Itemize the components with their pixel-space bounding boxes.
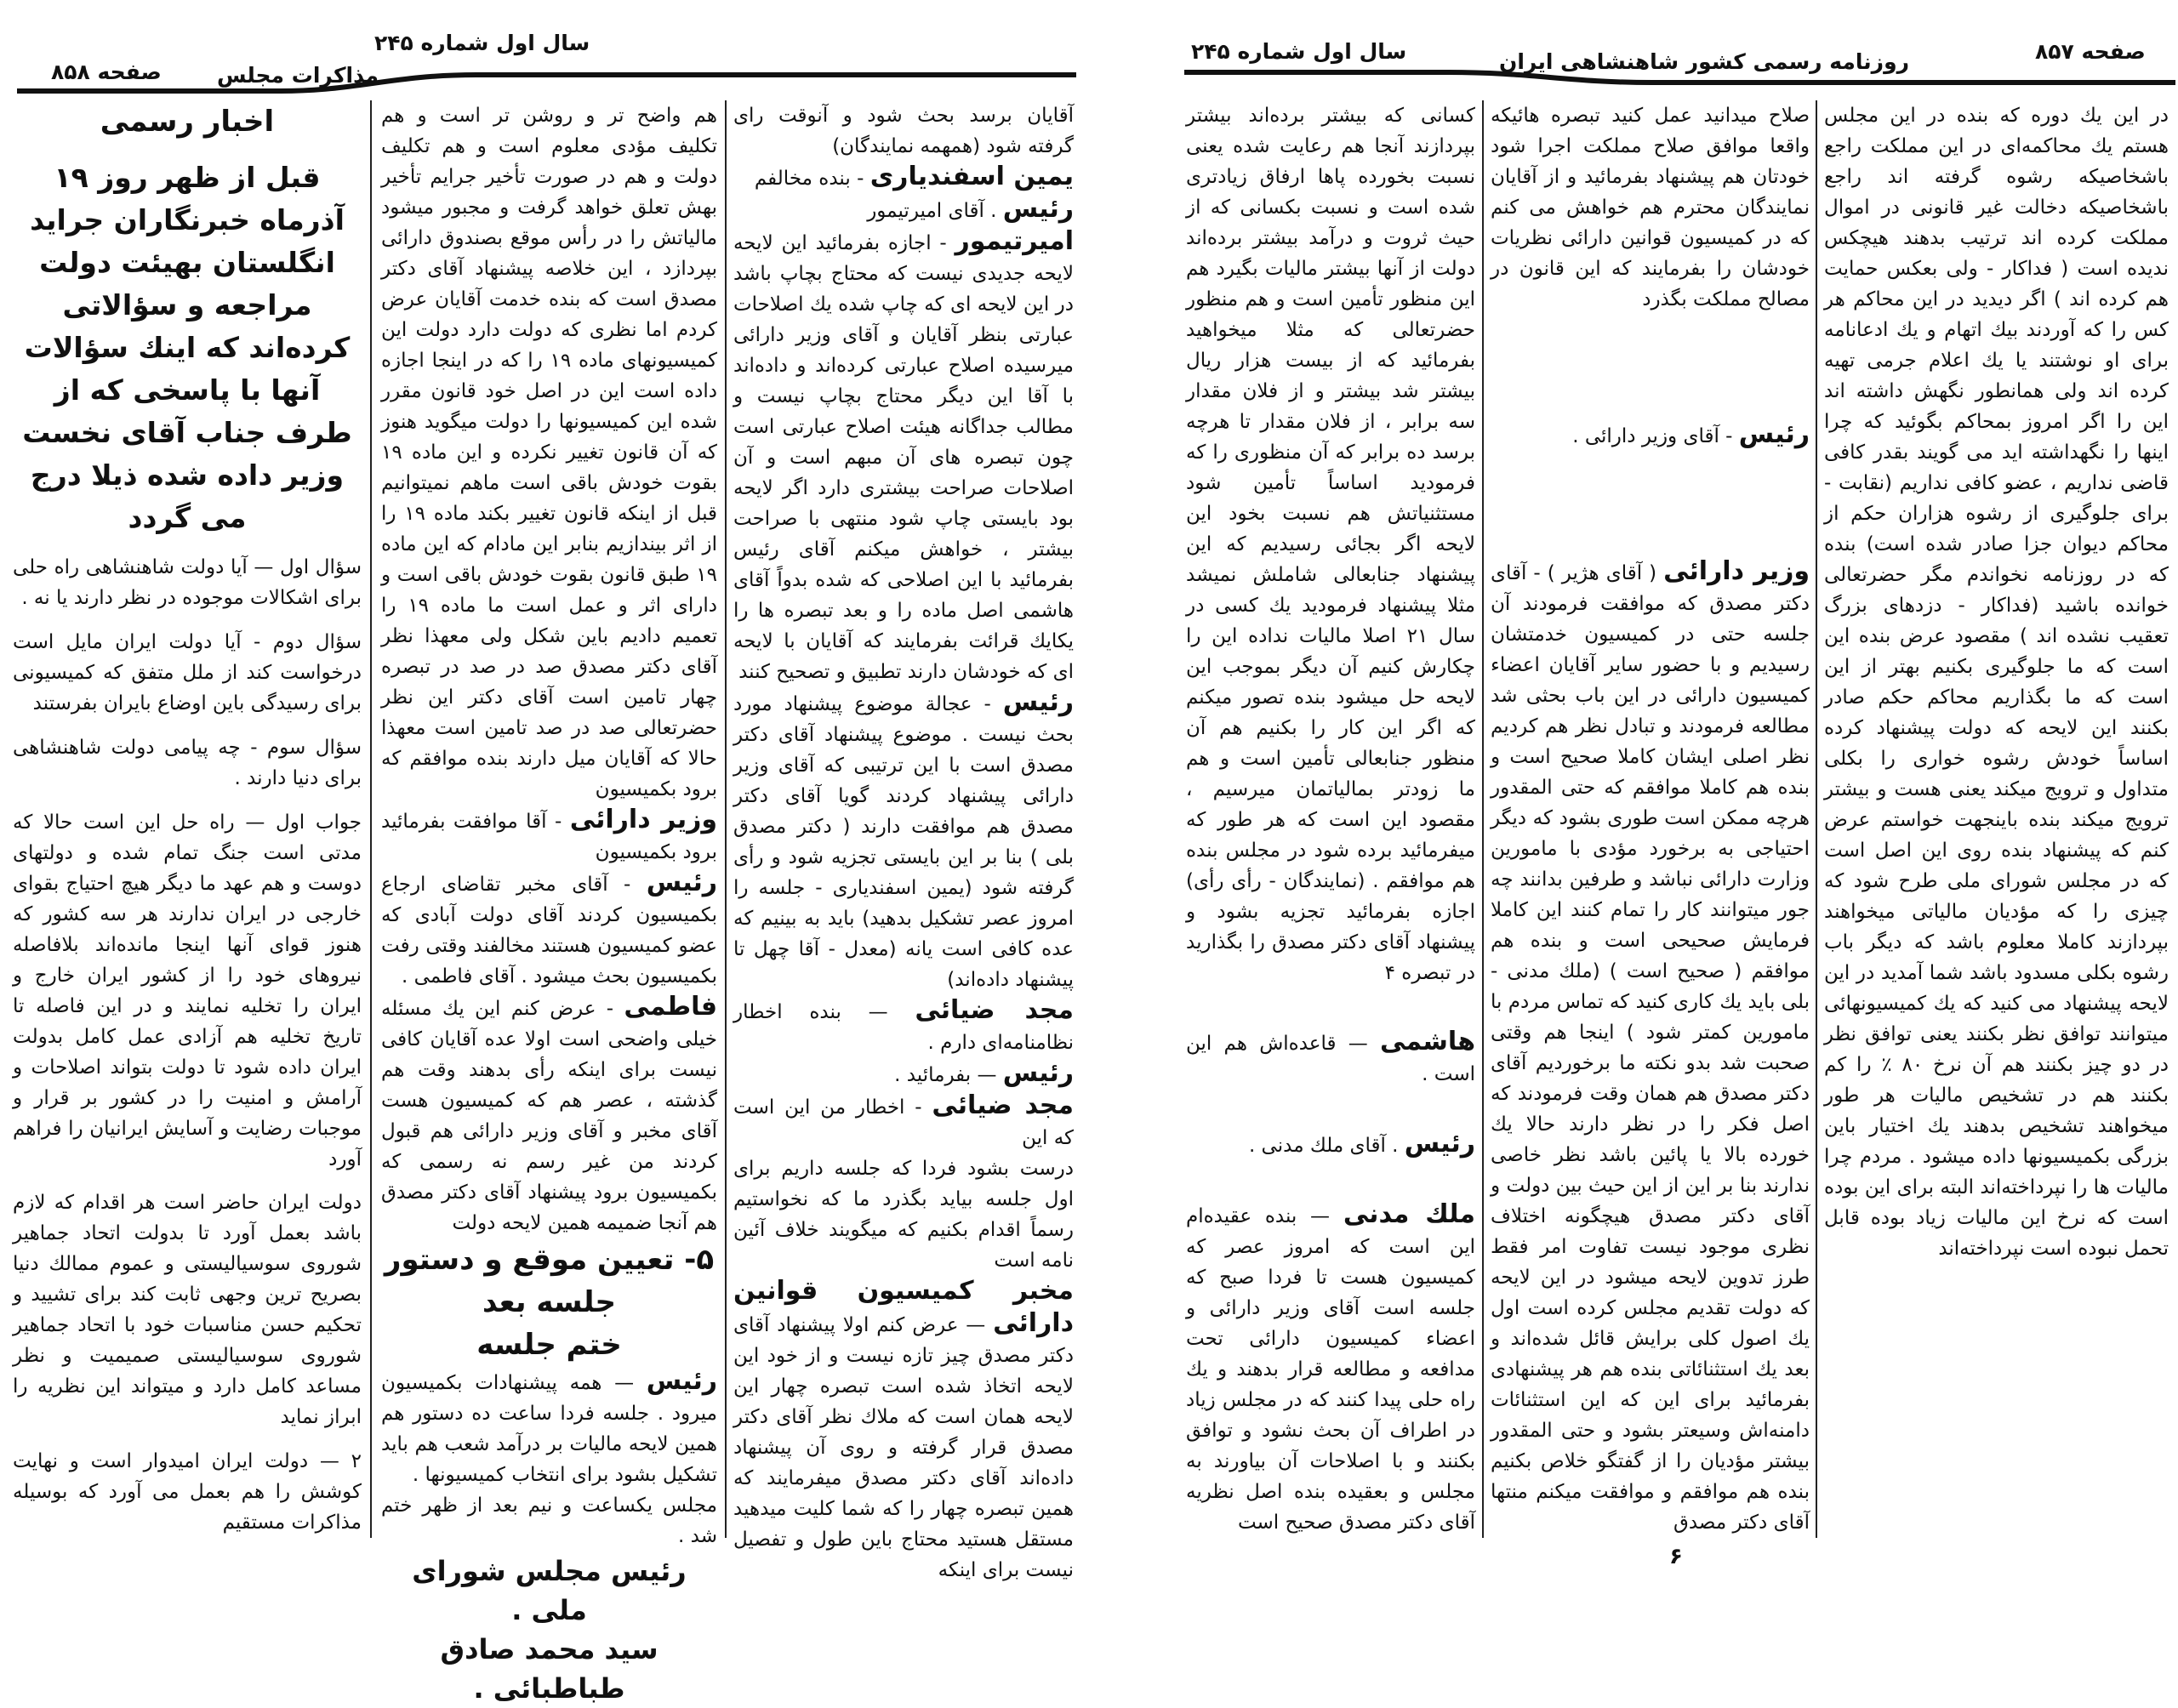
signature-line: سید محمد صادق طباطبائی . xyxy=(440,1633,659,1705)
paragraph: ۲ — دولت ایران امیدوار است و نهایت کوشش را هم بعمل می آورد که بوسیله مذاکرات مستقیم xyxy=(13,1449,362,1534)
speech-paragraph xyxy=(733,194,1074,226)
speaker-name: رئیس xyxy=(1002,687,1074,717)
speech-paragraph xyxy=(1186,1027,1475,1090)
column-divider xyxy=(1482,100,1484,1538)
column-official-news xyxy=(13,100,362,1538)
speech-paragraph xyxy=(381,1366,717,1490)
speaker-name: وزیر دارائی xyxy=(569,805,718,834)
speech-text: - آقای مخبر تقاضای ارجاع بکمیسیون کردند آقای دولت آبادی که عضو کمیسیون هستند مخالفند وقتی رفت بکمیسیون بحث میشود . آقای فاطمی . xyxy=(381,874,717,988)
speech-text: - عجالة موضوع پیشنهاد مورد بحث نیست . موضوع پیشنهاد آقای دکتر مصدق است با این ترتیبی که آقای وزیر دارائی پیشنهاد کردند گویا آقای دکتر مصدق هم موافقت دارند ( دکتر مصدق بلی ) بنا بر این بایستی تجزیه شود و رأی گرفته شود (یمین اسفندیاری - جلسه را امروز عصر تشکیل بدهید) باید به بینیم که عده کافی است یانه (معدل - آقا چهل تا پیشنهاد داده‌اند) xyxy=(733,693,1074,991)
speech-paragraph xyxy=(733,687,1074,995)
footer-mark: ۶ xyxy=(1669,1544,1683,1569)
speaker-name: رئیس xyxy=(1002,1058,1074,1088)
speech-paragraph xyxy=(733,995,1074,1058)
speech-text: - اجازه بفرمائید این لایحه لایحه جدیدی نیست که محتاج بچاپ باشد در این لایحه ای که چاپ شده یك اصلاحات عبارتی بنظر آقایان و آقای وزیر دارائی میرسیده اصلاح عبارتی کرده‌اند و داده‌اند با آقا این دیگر محتاج بچاپ نیست و مطالب جداگانه هیئت اصلاح عبارتی است چون تبصره های آن مبهم است و آن اصلاحات صراحت بیشتری دارد اگر لایحه بود بایستی چاپ شود منتهی با صراحت بیشتر ، خواهش میکنم آقای رئیس بفرمائید با این اصلاحی که شده بدواً آقای هاشمی اصل ماده را و بعد تبصره ها را یکایك قرائت بفرمایند که آقایان با لایحه ای که خودشان دارند تطبیق و تصحیح کنند xyxy=(733,232,1074,683)
issue-label: سال اول شماره ۲۴۵ xyxy=(1191,39,1407,64)
section-title: مذاکرات مجلس xyxy=(217,63,379,88)
column-divider xyxy=(725,100,727,1538)
speech-text: — بنده اخطار نظامنامه‌ای دارم . xyxy=(733,1001,1074,1054)
speech-text: . آقای امیرتیمور xyxy=(867,200,1003,222)
section-heading: ۵- تعیین موقع و دستور جلسه بعد xyxy=(384,1243,715,1319)
speaker-name: مجد ضیائی xyxy=(915,995,1074,1025)
column-debate xyxy=(1824,100,2169,1538)
speaker-name: فاطمی xyxy=(624,992,717,1022)
page-number: صفحه ۸۵۸ xyxy=(51,60,162,84)
column-divider xyxy=(370,100,372,1538)
speaker-name: رئیس xyxy=(646,868,717,897)
speech-paragraph xyxy=(381,805,717,868)
speech-paragraph xyxy=(1186,1199,1475,1538)
speech-text: - اخطار من این است که این xyxy=(733,1096,1074,1149)
paragraph: سؤال دوم - آیا دولت ایران مایل است درخواست کند از ملل متفق که کمیسیونی برای رسیدگی باین اوضاع بایران بفرستند xyxy=(13,631,362,715)
speech-paragraph xyxy=(1491,556,1810,1538)
speaker-name: رئیس xyxy=(1002,194,1074,224)
speech-paragraph xyxy=(381,992,717,1238)
speech-text: — عرض کنم اولا پیشنهاد آقای دکتر مصدق چیز تازه نیست و از خود این لایحه اتخاذ شده است تبصره چهار این لایحه همان است که ملاك نظر آقای دکتر مصدق قرار گرفته و روی آن پیشنهاد داده‌اند آقای دکتر مصدق میفرمایند که همین تبصره چهار را که شما کلیت میدهید مستقل هستید محتاج باین طول و تفصیل نیست برای اینکه xyxy=(733,1314,1074,1581)
speaker-name: مخبر کمیسیون قوانین دارائی xyxy=(733,1276,1074,1338)
speech-paragraph xyxy=(733,1090,1074,1153)
speech-text: ( آقای هژیر ) - آقای دکتر مصدق که موافقت فرمودند آن جلسه حتی در کمیسیون خدمتشان رسیدیم و با حضور سایر آقایان اعضاء کمیسیون دارائی در این باب بحثی شد مطالعه فرمودند و تبادل نظر هم کردیم نظر اصلی ایشان کاملا صحیح است و بنده هم کاملا موافقم که حتی المقدور هرچه ممکن است طوری بشود که دیگر احتیاجی به برخورد مؤدی با مامورین وزارت دارائی نباشد و طرفین بدانند چه جور میتوانند کار را تمام کنند این کاملا فرمایش صحیحی است و بنده هم موافقم ( صحیح است ) (ملك مدنی - بلی باید یك کاری کنید که تماس مردم با مامورین کمتر شود ) اینجا هم وقتی صحبت شد بدو نکته ما برخوردیم آقای دکتر مصدق هم همان وقت فرمودند که اصل فکر را در نظر دارند حالا یك خورده بالا یا پائین باشد نظر خاصی ندارند بنا بر این از این حیث بین دولت و آقای دکتر مصدق هیچگونه اختلاف نظری موجود نیست تفاوت امر فقط طرز تدوین لایحه میشود در این لایحه که دولت تقدیم مجلس کرده است اول یك اصول کلی برایش قائل شده‌اند و بعد یك استثنائاتی بنده هم هر پیشنهادی بفرمائید برای این که این استثنائات دامنه‌اش وسیعتر بشود و حتی المقدور بیشتر مؤدیان را از گفتگو خلاص بکنیم بنده هم موافقم و موافقت میکنم منتها آقای دکتر مصدق xyxy=(1491,562,1810,1534)
speech-text: — همه پیشنهادات بکمیسیون میرود . جلسه فردا ساعت ده دستور هم همین لایحه مالیات بر درآمد شعب هم باید تشکیل بشود برای انتخاب کمیسیونها . xyxy=(381,1372,717,1486)
paragraph: صلاح میدانید عمل کنید تبصره هائیکه واقعا موافق صلاح مملکت اجرا شود خودتان هم پیشنهاد بفرمائید و از آقایان نمایندگان محترم هم خواهش می کنم که در کمیسیون قوانین دارائی نظریات خودشان را بفرمایند که این قانون در مصالح مملکت بگذرد xyxy=(1491,105,1810,310)
speaker-name: رئیس xyxy=(1404,1128,1475,1159)
speaker-name: یمین اسفندیاری xyxy=(869,162,1074,191)
speech-paragraph xyxy=(1491,419,1810,452)
speaker-name: هاشمی xyxy=(1379,1027,1475,1057)
speech-paragraph xyxy=(733,162,1074,194)
column-divider xyxy=(1816,100,1817,1538)
speech-text: — قاعده‌اش هم این است . xyxy=(1186,1033,1475,1086)
speech-paragraph xyxy=(733,1276,1074,1586)
paragraph: درست بشود فردا که جلسه داریم برای اول جلسه بیاید بگذرد ما که نخواستیم رسماً اقدام بکنیم که میگویند خلاف آئین نامه است xyxy=(733,1158,1074,1272)
speech-text: - آقای وزیر دارائی . xyxy=(1572,425,1739,447)
section-heading: ختم جلسه xyxy=(476,1328,622,1362)
speech-text: — بنده عقیده‌ام این است که امروز عصر که کمیسیون هست تا فردا صبح که جلسه است آقای وزیر دارائی و اعضاء کمیسیون دارائی تحت مدافعه و مطالعه قرار بدهند و یك راه حلی پیدا کنند که در مجلس زیاد در اطراف آن بحث نشود و توافق بکنند و با اصلاحات آن بیاورند به مجلس و بعقیده بنده اصل نظریه آقای دکتر مصدق صحیح است xyxy=(1186,1204,1475,1534)
paragraph: جواب اول — راه حل این است حالا که مدتی است جنگ تمام شده و دولتهای دوست و هم عهد ما دیگر هیچ احتیاج بقوای خارجی در ایران ندارند هر سه کشور که هنوز قوای آنها اینجا مانده‌اند بلافاصله نیروهای خود را از کشور ایران خارج و ایران را تخلیه نمایند و در این فاصله تا تاریخ تخلیه هم آزادی عمل کامل بدولت ایران داده شود تا دولت بتواند اصلاحات و آرامش و امنیت را در کشور بر قرار و موجبات رضایت و آسایش ایرانیان را فراهم آورد xyxy=(13,811,362,1170)
section-heading: اخبار رسمی xyxy=(100,105,275,139)
paragraph: مجلس یکساعت و نیم بعد از ظهر ختم شد . xyxy=(381,1494,717,1547)
paragraph: سؤال سوم - چه پیامی دولت شاهنشاهی برای دنیا دارند . xyxy=(13,736,362,789)
speaker-name: مجد ضیائی xyxy=(932,1090,1074,1120)
paragraph: هم واضح تر و روشن تر است و هم تکلیف مؤدی معلوم است و هم تکلیف دولت و هم در صورت تأخیر جرایم تأخیر بهش تعلق خواهد گرفت و مجبور میشود مالیاتش را در رأس موقع بصندوق دارائی بپردازد ، این خلاصه پیشنهاد آقای دکتر مصدق است که بنده خدمت آقایان عرض کردم اما نظری که دولت دارد دولت این کمیسیونهای ماده ۱۹ را که در اینجا اجازه داده است این در اصل خود قانون مقرر شده این کمیسیونها را دولت میگوید هنوز که آن قانون تغییر نکرده و این ماده ۱۹ بقوت خودش باقی است ماهم نمیتوانیم قبل از اینکه قانون تغییر بکند ماده ۱۹ را از اثر بیندازیم بنابر این مادام که این ماده ۱۹ طبق قانون بقوت خودش باقی است و دارای اثر و عمل است ما ماده ۱۹ را تعمیم دادیم باین شکل ولی معهذا نظر آقای دکتر مصدق صد در صد در تبصره چهار تامین است آقای دکتر این نظر حضرتعالی صد در صد تامین است معهذا حالا که آقایان میل دارند بنده موافقم که برود بکمیسیون xyxy=(381,105,718,800)
speech-paragraph xyxy=(1186,1129,1475,1161)
speech-text: - آقا موافقت بفرمائید برود بکمیسیون xyxy=(381,811,717,863)
masthead: روزنامه رسمی کشور شاهنشاهی ایران xyxy=(1499,49,1910,74)
column-debate xyxy=(733,100,1074,1581)
speech-text: — بفرمائید . xyxy=(894,1064,1003,1086)
speaker-name: وزیر دارائی xyxy=(1663,556,1810,586)
lead-headline: قبل از ظهر روز ۱۹ آذرماه خبرنگاران جراید انگلستان بهیئت دولت مراجعه و سؤالاتی کرده‌اند که اینك سؤالات آنها با پاسخی که از طرف جناب آقای نخست وزیر داده شده ذیلا درج می گردد xyxy=(22,160,352,534)
column-debate xyxy=(381,100,718,1705)
paragraph: کسانی که بیشتر برده‌اند بیشتر بپردازند آنجا هم رعایت شده یعنی نسبت بخورده پاها ارفاق زیادتری شده است و نسبت بکسانی که از حیث ثروت و درآمد بیشتر برده‌اند دولت از آنها بیشتر مالیات بگیرد هم این منظور تأمین است و هم منظور حضرتعالی که مثلا میخواهید بفرمائید که از بیست هزار ریال بیشتر شد بیشتر و از فلان مقدار سه برابر ، از فلان مقدار تا هرچه برسد ده برابر که آن منظوری را که فرمودید اساساً تأمین شود مستثنیاتش هم نسبت بخود این لایحه اگر بجائی رسیدیم که این پیشنهاد جنابعالی شاملش نمیشد مثلا پیشنهاد فرمودید یك کسی در سال ۲۱ اصلا مالیات نداده این را چکارش کنیم آن دیگر بموجب این لایحه حل میشود بنده تصور میکنم که اگر این کار را بکنیم هم آن منظور جنابعالی تأمین است و هم ما زودتر بمالیاتمان میرسیم ، مقصود این است که هر طور که میفرمائید برده شود در مجلس بنده هم موافقم . (نمایندگان - رأی رأی) اجازه بفرمائید تجزیه بشود و پیشنهاد آقای دکتر مصدق را بگذارید در تبصره ۴ xyxy=(1186,105,1475,984)
speaker-name: رئیس xyxy=(646,1366,717,1396)
paragraph: آقایان برسد بحث شود و آنوقت رای گرفته شود (همهمه نمایندگان) xyxy=(733,105,1074,157)
paragraph: در این یك دوره که بنده در این مجلس هستم یك محاکمه‌ای در این مملکت راجع باشخاصیکه رشوه گرفته اند راجع باشخاصیکه دخالت غیر قانونی در اموال مملکت کرده اند ترتیب بدهند هیچکس ندیده است ( فداکار - ولی بعکس حمایت هم کرده اند ) اگر دیدید در این محاکم هر کس را که آوردند بیك اتهام و یك ادعانامه برای او نوشتند یا یك اعلام جرمی تهیه کرده اند ولی همانطور نگهش داشته اند این را اگر امروز بمحاکم بگوئید که چرا اینها را نگهداشته اید می گویند بقدر کافی قاضی نداریم ، عضو کافی نداریم (نقابت - برای جلوگیری از رشوه هزاران حکم از محاکم دیوان جزا صادر شده است) بنده که در روزنامه نخواندم مگر حضرتعالی خوانده باشید (فداکار - دزدهای بزرگ تعقیب نشده اند ) مقصود عرض بنده این است که ما جلوگیری بکنیم بهتر از این است که ما بگذاریم محاکم حکم صادر بکنند این لایحه که دولت پیشنهاد کرده اساساً خودش رشوه خواری را بکلی متداول و ترویج میکند یعنی هست و بیشتر ترویج میکند بنده باینجهت خواستم عرض کنم که پیشنهاد بنده روی این اصل است که در مجلس شورای ملی طرح شود که چیزی را که مؤدیان مالیاتی میخواهند بپردازند کاملا معلوم باشد که دیگر باب رشوه بکلی مسدود باشد شما آمدید در این لایحه پیشنهاد می کنید که یك کمیسیونهائی میتوانند توافق نظر بکنند یعنی توافق نظر در دو چیز بکنند هم آن نرخ ۸۰ ٪ را کم بکنند هم در تشخیص مالیات هر طور میخواهند تشخیص بدهند یك اختیار باین بزرگی بکمیسیونها داده میشود . مردم چرا مالیات ها را نپرداخته‌اند البته برای این بوده است که نرخ این مالیات زیاد بوده قابل تحمل نبوده است نپرداخته‌اند xyxy=(1824,105,2169,1260)
speaker-name: امیرتیمور xyxy=(955,226,1074,256)
paragraph: دولت ایران حاضر است هر اقدام که لازم باشد بعمل آورد تا بدولت اتحاد جماهیر شوروی سوسیالیستی و عموم ممالك دنیا بصریح ترین وجهی ثابت کند برای تشیید و تحکیم حسن مناسبات خود با اتحاد جماهیر شوروی سوسیالیستی صمیمیت و نظر مساعد کامل دارد و میتواند این نظریه را ابراز نماید xyxy=(13,1192,362,1429)
speech-text: . آقای ملك مدنی . xyxy=(1248,1134,1405,1157)
right-page xyxy=(1091,0,2178,1571)
page-number: صفحه ۸۵۷ xyxy=(2035,39,2146,64)
issue-label: سال اول شماره ۲۴۵ xyxy=(374,31,590,55)
speech-paragraph xyxy=(733,1058,1074,1090)
paragraph: سؤال اول — آیا دولت شاهنشاهی راه حلی برای اشکالات موجوده در نظر دارند یا نه . xyxy=(13,556,362,610)
signature-line: رئیس مجلس شورای ملی . xyxy=(412,1555,687,1626)
speech-text: - عرض کنم این یك مسئله خیلی واضحی است اولا عده آقایان کافی نیست برای اینکه رأی بدهند وقت هم گذشته ، عصر هم که کمیسیون هست آقای مخبر و آقای وزیر دارائی هم قبول کردند من غیر رسم نه رسمی که بکمیسیون برود پیشنهاد آقای دکتر مصدق هم آنجا ضمیمه همین لایحه دولت xyxy=(381,998,717,1234)
speech-text: - بنده مخالفم xyxy=(754,168,870,190)
left-page xyxy=(0,0,1087,1705)
speaker-name: رئیس xyxy=(1738,419,1810,449)
speech-paragraph xyxy=(381,868,717,992)
column-debate xyxy=(1186,100,1475,1538)
speaker-name: ملك مدنی xyxy=(1343,1198,1476,1229)
column-debate xyxy=(1491,100,1810,1538)
speech-paragraph xyxy=(733,226,1074,687)
